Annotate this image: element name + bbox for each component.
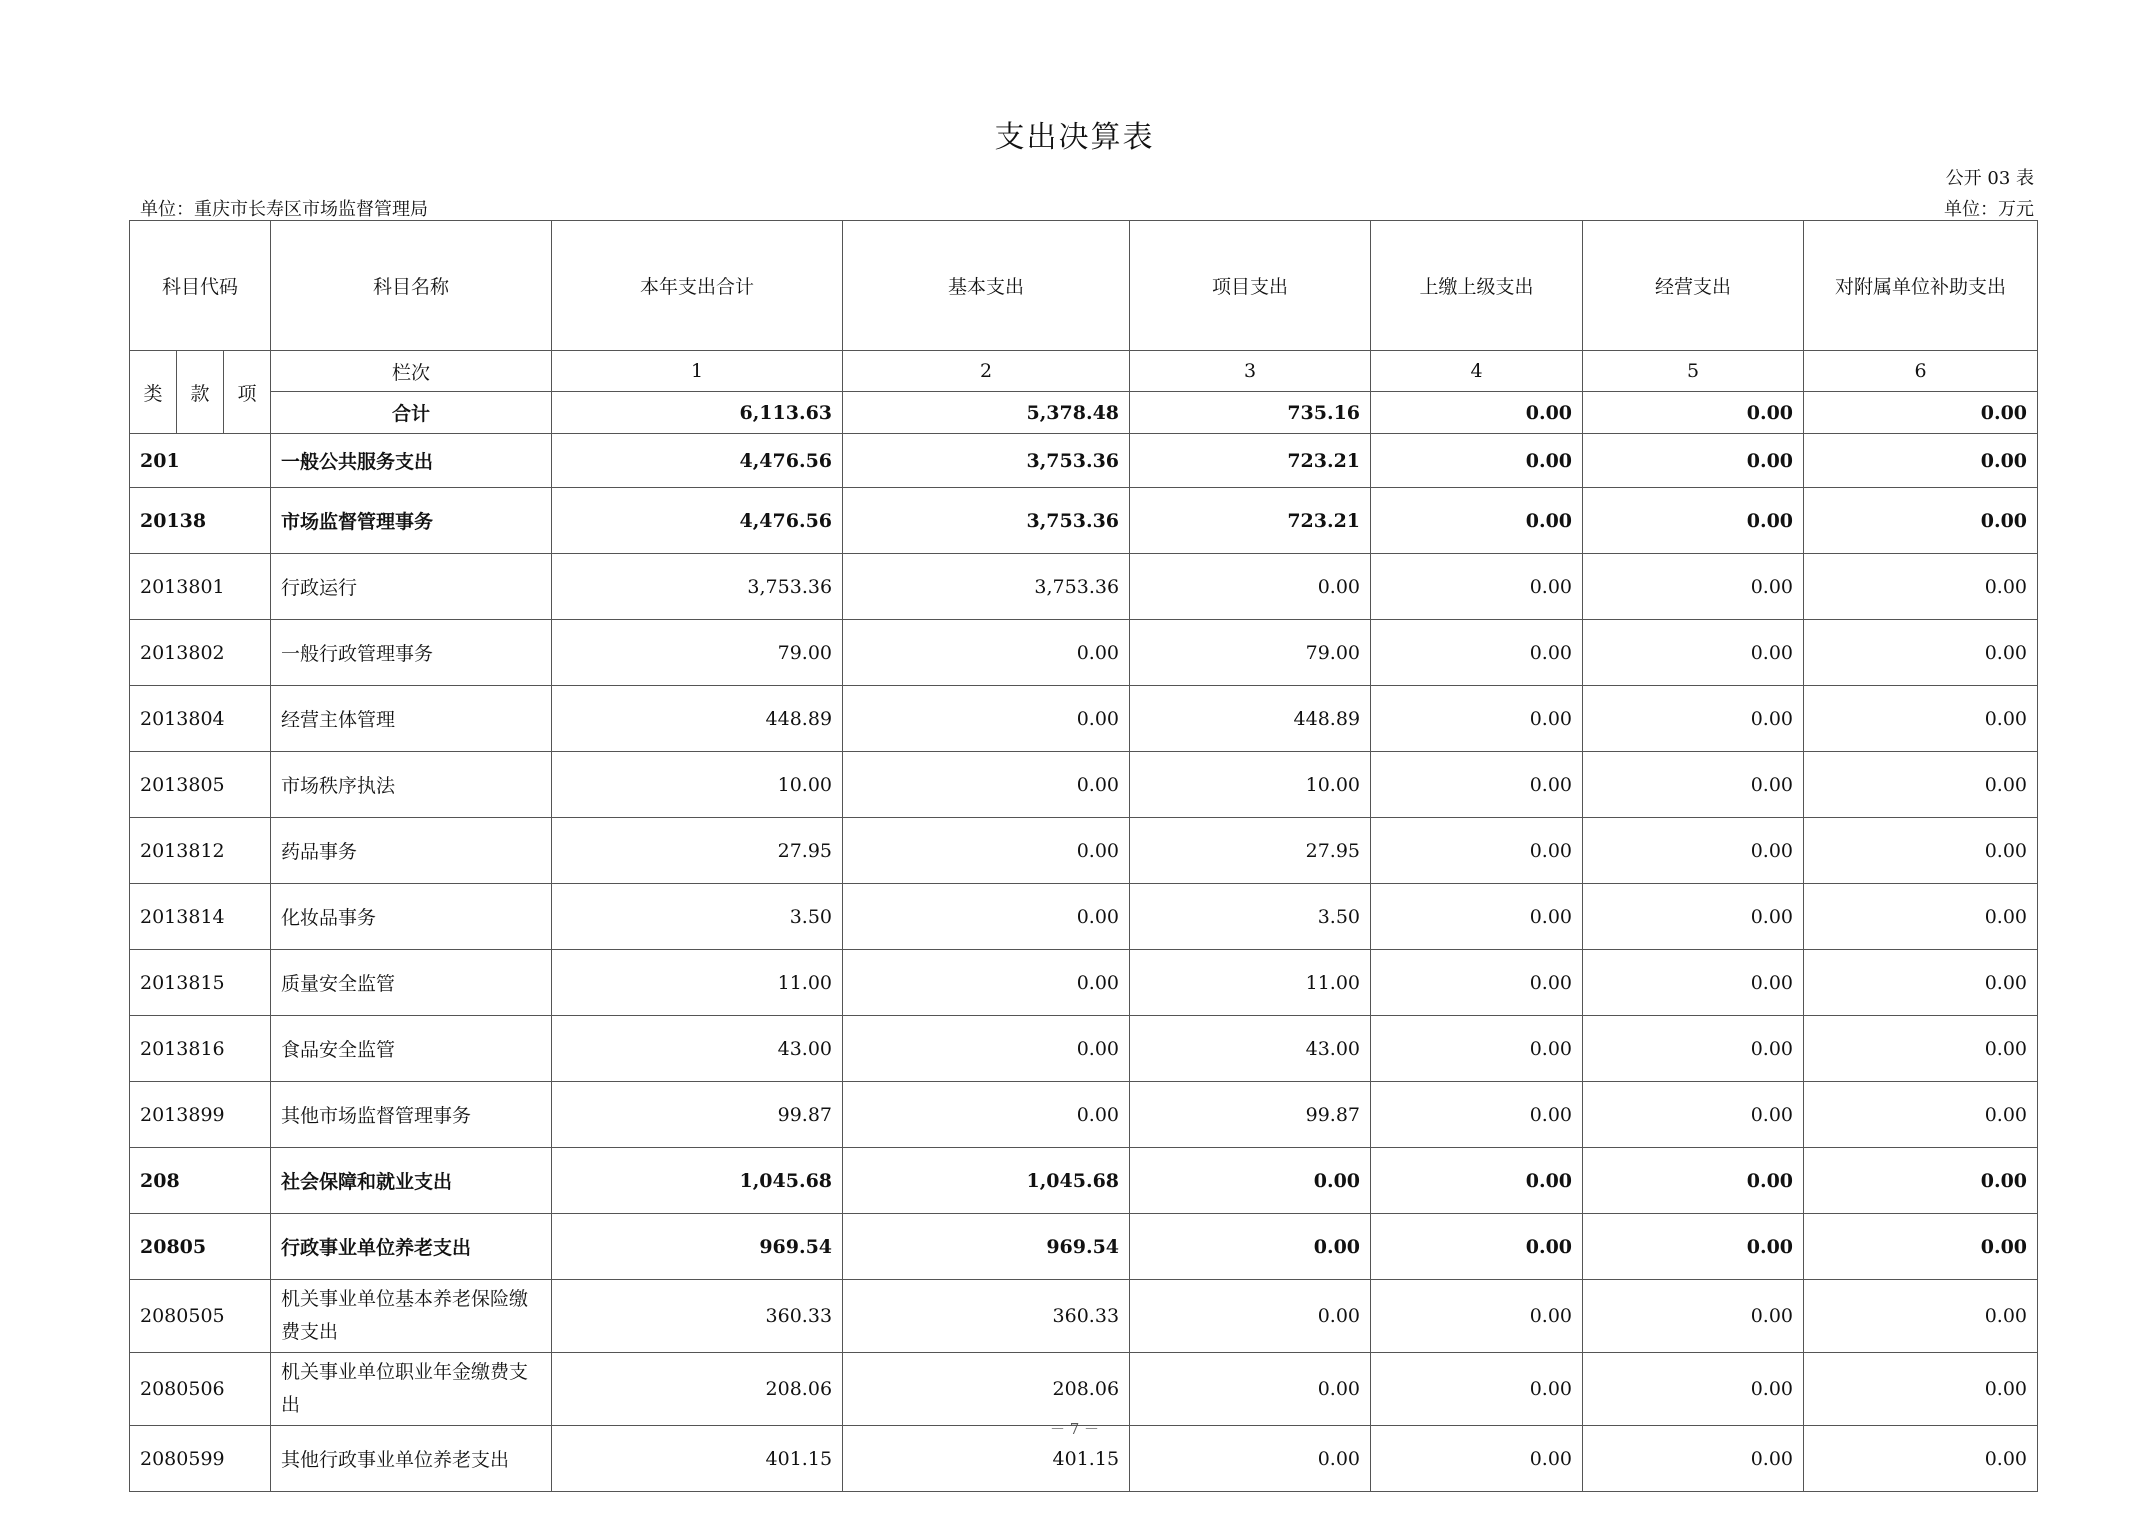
header-business: 经营支出	[1583, 221, 1804, 351]
row-value: 10.00	[1130, 752, 1371, 818]
row-value: 3,753.36	[552, 554, 843, 620]
row-value: 0.00	[1804, 554, 2038, 620]
header-total: 本年支出合计	[552, 221, 843, 351]
row-value: 0.00	[1583, 1016, 1804, 1082]
row-value: 10.00	[552, 752, 843, 818]
row-name: 市场监督管理事务	[271, 488, 552, 554]
row-value: 0.00	[1583, 884, 1804, 950]
header-name: 科目名称	[271, 221, 552, 351]
row-value: 0.00	[1804, 488, 2038, 554]
column-number: 6	[1804, 351, 2038, 392]
expenditure-table	[129, 220, 2038, 1492]
row-name: 食品安全监管	[271, 1016, 552, 1082]
row-value: 11.00	[1130, 950, 1371, 1016]
form-number: 公开 03 表	[1945, 168, 2034, 189]
table-row	[130, 554, 2038, 620]
row-value: 0.00	[1804, 1214, 2038, 1280]
row-value: 0.00	[843, 686, 1130, 752]
row-value: 0.00	[1804, 818, 2038, 884]
row-code: 2013804	[130, 686, 271, 752]
header-xiang: 项	[224, 351, 271, 434]
row-value: 11.00	[552, 950, 843, 1016]
total-value: 6,113.63	[552, 392, 843, 434]
row-code: 2013812	[130, 818, 271, 884]
row-name: 行政运行	[271, 554, 552, 620]
row-value: 43.00	[552, 1016, 843, 1082]
row-code: 2013801	[130, 554, 271, 620]
row-name: 市场秩序执法	[271, 752, 552, 818]
row-value: 0.00	[843, 950, 1130, 1016]
row-value: 3.50	[1130, 884, 1371, 950]
row-value: 0.00	[1804, 950, 2038, 1016]
row-value: 0.00	[1371, 1426, 1583, 1492]
row-value: 401.15	[552, 1426, 843, 1492]
row-value: 448.89	[1130, 686, 1371, 752]
row-value: 27.95	[1130, 818, 1371, 884]
row-value: 969.54	[843, 1214, 1130, 1280]
row-value: 0.00	[1130, 1353, 1371, 1426]
table-row	[130, 884, 2038, 950]
table-row	[130, 488, 2038, 554]
row-code: 2080506	[130, 1353, 271, 1426]
row-value: 0.00	[1371, 1016, 1583, 1082]
row-value: 0.00	[1371, 1214, 1583, 1280]
column-number: 3	[1130, 351, 1371, 392]
row-value: 0.00	[843, 620, 1130, 686]
row-value: 0.00	[1583, 1353, 1804, 1426]
row-value: 448.89	[552, 686, 843, 752]
row-value: 0.00	[1371, 434, 1583, 488]
row-name: 机关事业单位基本养老保险缴费支出	[271, 1280, 552, 1353]
total-value: 0.00	[1371, 392, 1583, 434]
table-row	[130, 818, 2038, 884]
row-value: 0.00	[1130, 1148, 1371, 1214]
row-value: 99.87	[552, 1082, 843, 1148]
row-name: 其他市场监督管理事务	[271, 1082, 552, 1148]
row-value: 79.00	[1130, 620, 1371, 686]
row-value: 0.00	[1371, 950, 1583, 1016]
row-value: 208.06	[552, 1353, 843, 1426]
row-value: 0.00	[1804, 1082, 2038, 1148]
row-value: 0.00	[1583, 686, 1804, 752]
total-row	[130, 392, 2038, 434]
row-value: 0.00	[1804, 686, 2038, 752]
header-upper: 上缴上级支出	[1371, 221, 1583, 351]
row-code: 20138	[130, 488, 271, 554]
row-value: 360.33	[843, 1280, 1130, 1353]
row-value: 0.00	[1583, 488, 1804, 554]
row-code: 2080505	[130, 1280, 271, 1353]
row-value: 0.00	[1583, 620, 1804, 686]
row-code: 201	[130, 434, 271, 488]
table-row	[130, 1353, 2038, 1426]
currency-label: 单位：万元	[1944, 199, 2034, 220]
page-number: － 7 －	[1049, 1420, 1100, 1438]
row-name: 一般公共服务支出	[271, 434, 552, 488]
row-value: 360.33	[552, 1280, 843, 1353]
row-value: 0.00	[843, 752, 1130, 818]
row-value: 3,753.36	[843, 488, 1130, 554]
row-value: 0.00	[1804, 884, 2038, 950]
row-value: 1,045.68	[552, 1148, 843, 1214]
total-value: 0.00	[1583, 392, 1804, 434]
row-value: 208.06	[843, 1353, 1130, 1426]
total-value: 735.16	[1130, 392, 1371, 434]
row-value: 0.00	[1371, 1353, 1583, 1426]
row-name: 社会保障和就业支出	[271, 1148, 552, 1214]
table-row	[130, 950, 2038, 1016]
row-value: 3,753.36	[843, 554, 1130, 620]
header-code: 科目代码	[130, 221, 271, 351]
row-value: 0.00	[843, 818, 1130, 884]
header-subsidy: 对附属单位补助支出	[1804, 221, 2038, 351]
row-value: 0.00	[1583, 950, 1804, 1016]
table-row	[130, 1082, 2038, 1148]
row-value: 0.00	[1804, 1016, 2038, 1082]
row-value: 0.00	[1583, 434, 1804, 488]
row-value: 27.95	[552, 818, 843, 884]
row-value: 43.00	[1130, 1016, 1371, 1082]
row-value: 0.00	[1371, 1148, 1583, 1214]
table-row	[130, 1016, 2038, 1082]
row-value: 0.00	[1371, 686, 1583, 752]
row-value: 0.00	[1583, 818, 1804, 884]
row-value: 969.54	[552, 1214, 843, 1280]
row-code: 208	[130, 1148, 271, 1214]
row-name: 药品事务	[271, 818, 552, 884]
row-value: 0.00	[1583, 752, 1804, 818]
row-value: 723.21	[1130, 434, 1371, 488]
row-value: 0.00	[1371, 884, 1583, 950]
row-name: 经营主体管理	[271, 686, 552, 752]
table-row	[130, 686, 2038, 752]
header-project: 项目支出	[1130, 221, 1371, 351]
column-number: 5	[1583, 351, 1804, 392]
row-value: 0.00	[1371, 752, 1583, 818]
row-value: 0.00	[1371, 554, 1583, 620]
row-value: 0.00	[1371, 1082, 1583, 1148]
row-value: 4,476.56	[552, 488, 843, 554]
row-value: 0.00	[1371, 620, 1583, 686]
row-name: 其他行政事业单位养老支出	[271, 1426, 552, 1492]
header-kuan: 款	[177, 351, 224, 434]
table-row	[130, 1280, 2038, 1353]
row-value: 0.00	[1583, 1214, 1804, 1280]
row-name: 行政事业单位养老支出	[271, 1214, 552, 1280]
row-value: 0.00	[1583, 1280, 1804, 1353]
total-value: 0.00	[1804, 392, 2038, 434]
column-number-row	[130, 351, 2038, 392]
row-value: 0.00	[1130, 554, 1371, 620]
row-code: 2013814	[130, 884, 271, 950]
column-label: 栏次	[271, 351, 552, 392]
row-value: 401.15	[843, 1426, 1130, 1492]
row-value: 3,753.36	[843, 434, 1130, 488]
table-row	[130, 620, 2038, 686]
row-value: 0.00	[843, 884, 1130, 950]
row-code: 20805	[130, 1214, 271, 1280]
header-lei: 类	[130, 351, 177, 434]
table-row	[130, 752, 2038, 818]
row-value: 4,476.56	[552, 434, 843, 488]
row-value: 0.00	[1130, 1280, 1371, 1353]
total-value: 5,378.48	[843, 392, 1130, 434]
row-value: 723.21	[1130, 488, 1371, 554]
column-number: 4	[1371, 351, 1583, 392]
row-value: 0.00	[1371, 1280, 1583, 1353]
row-value: 3.50	[552, 884, 843, 950]
header-row	[130, 221, 2038, 351]
row-value: 0.00	[1804, 752, 2038, 818]
column-number: 2	[843, 351, 1130, 392]
row-value: 0.00	[1583, 1426, 1804, 1492]
row-value: 0.00	[1371, 818, 1583, 884]
row-code: 2013805	[130, 752, 271, 818]
table-row	[130, 434, 2038, 488]
row-value: 0.00	[1804, 1353, 2038, 1426]
row-value: 79.00	[552, 620, 843, 686]
row-value: 0.00	[843, 1016, 1130, 1082]
row-value: 0.00	[1583, 1148, 1804, 1214]
row-value: 0.00	[1583, 554, 1804, 620]
row-code: 2013815	[130, 950, 271, 1016]
table-row	[130, 1148, 2038, 1214]
header-basic: 基本支出	[843, 221, 1130, 351]
row-value: 0.00	[1371, 488, 1583, 554]
unit-label: 单位：重庆市长寿区市场监督管理局	[140, 199, 428, 220]
row-code: 2013816	[130, 1016, 271, 1082]
row-value: 0.00	[1130, 1426, 1371, 1492]
row-value: 0.00	[1804, 1426, 2038, 1492]
row-name: 机关事业单位职业年金缴费支出	[271, 1353, 552, 1426]
row-value: 99.87	[1130, 1082, 1371, 1148]
row-code: 2013802	[130, 620, 271, 686]
row-value: 0.00	[1583, 1082, 1804, 1148]
row-name: 质量安全监管	[271, 950, 552, 1016]
row-name: 化妆品事务	[271, 884, 552, 950]
row-name: 一般行政管理事务	[271, 620, 552, 686]
page-title: 支出决算表	[994, 120, 1155, 155]
table-row	[130, 1214, 2038, 1280]
row-code: 2013899	[130, 1082, 271, 1148]
row-value: 0.00	[1804, 620, 2038, 686]
row-value: 0.00	[1804, 1280, 2038, 1353]
row-value: 0.00	[843, 1082, 1130, 1148]
row-value: 0.00	[1804, 434, 2038, 488]
row-value: 0.00	[1130, 1214, 1371, 1280]
row-value: 0.00	[1804, 1148, 2038, 1214]
row-value: 1,045.68	[843, 1148, 1130, 1214]
total-label: 合计	[271, 392, 552, 434]
row-code: 2080599	[130, 1426, 271, 1492]
column-number: 1	[552, 351, 843, 392]
